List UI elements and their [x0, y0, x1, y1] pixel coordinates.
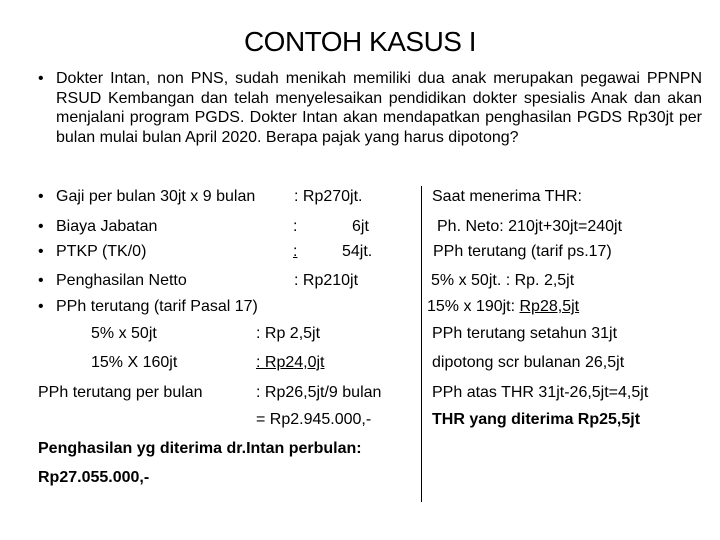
gaji-label: Gaji per bulan 30jt x 9 bulan — [56, 188, 256, 205]
case-text: Dokter Intan, non PNS, sudah menikah memiliki dua anak merupakan pegawai PPNPN RSUD Kembangan dan telah menyelesaikan pendidikan dokter spesialis Anak dan akan menjalani program PGDS. Dokter Intan akan mendapatkan penghasilan PGDS Rp30jt per bulan mulai bulan April 2020. Berapa pajak yang harus dipotong? — [56, 70, 702, 146]
thr-dipotong: dipotong scr bulanan 26,5jt — [432, 354, 625, 371]
calc2-value: : Rp24,0jt — [256, 354, 325, 371]
biaya-value: 6jt — [352, 218, 369, 235]
case-description — [38, 69, 702, 147]
netto-value: : Rp210jt — [294, 272, 359, 289]
thr-pph-tarif: PPh terutang (tarif ps.17) — [433, 243, 612, 260]
perbulan-value: : Rp26,5jt/9 bulan — [256, 384, 382, 401]
ptkp-colon: : — [293, 243, 298, 260]
biaya-colon: : — [293, 218, 298, 235]
bullet: • — [38, 298, 44, 315]
calc1-label: 5% x 50jt — [91, 325, 157, 342]
thr-diterima: THR yang diterima Rp25,5jt — [432, 411, 641, 428]
perbulan-result: = Rp2.945.000,- — [256, 411, 372, 428]
diterima-label: Penghasilan yg diterima dr.Intan perbulan: — [38, 440, 362, 457]
thr-title: Saat menerima THR: — [432, 188, 582, 205]
bullet: • — [38, 243, 44, 260]
ptkp-value: 54jt. — [342, 243, 373, 260]
bullet: • — [38, 70, 44, 87]
thr-setahun: PPh terutang setahun 31jt — [432, 325, 618, 342]
bullet: • — [38, 218, 44, 235]
netto-label: Penghasilan Netto — [56, 272, 187, 289]
slide-title: CONTOH KASUS I — [243, 26, 477, 57]
calc1-value: : Rp 2,5jt — [256, 325, 321, 342]
thr-line2 — [427, 297, 579, 317]
perbulan-label: PPh terutang per bulan — [38, 384, 203, 401]
thr-atas: PPh atas THR 31jt-26,5jt=4,5jt — [432, 384, 649, 401]
calc2-label: 15% X 160jt — [91, 354, 178, 371]
thr-line1: 5% x 50jt. : Rp. 2,5jt — [431, 272, 575, 289]
bullet: • — [38, 188, 44, 205]
column-divider — [421, 186, 422, 502]
ptkp-amount — [293, 242, 381, 262]
bullet: • — [38, 272, 44, 289]
thr-line2-value: Rp28,5jt — [519, 298, 580, 315]
gaji-value: : Rp270jt. — [294, 188, 363, 205]
ptkp-label: PTKP (TK/0) — [56, 243, 147, 260]
diterima-value: Rp27.055.000,- — [38, 469, 150, 486]
thr-neto: Ph. Neto: 210jt+30jt=240jt — [437, 218, 623, 235]
biaya-label: Biaya Jabatan — [56, 218, 158, 235]
thr-line2-prefix: 15% x 190jt: — [427, 298, 520, 315]
pph-label: PPh terutang (tarif Pasal 17) — [56, 298, 258, 315]
